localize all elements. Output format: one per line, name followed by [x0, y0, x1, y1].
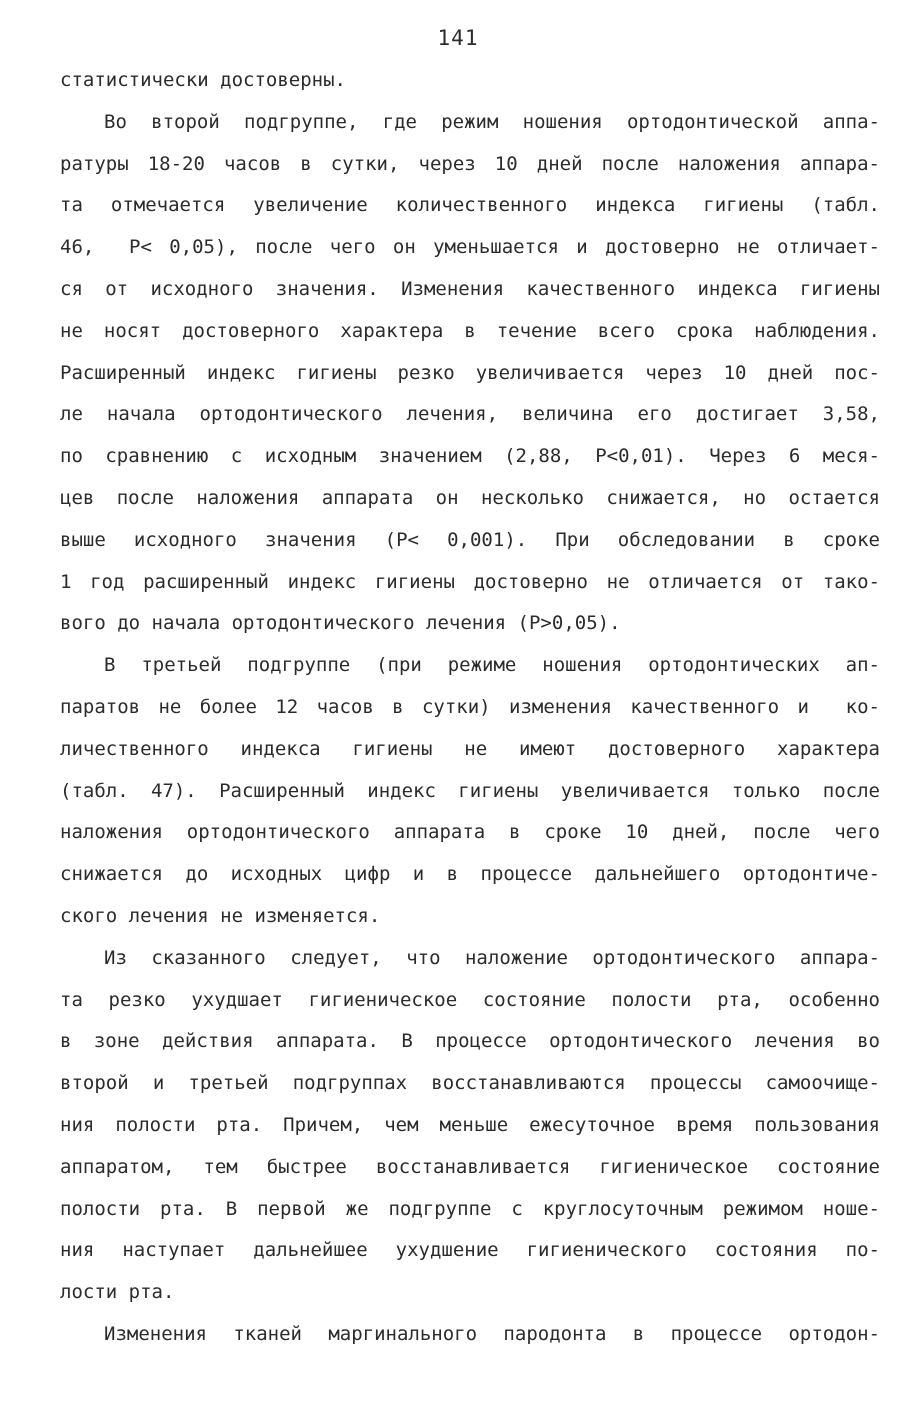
text-line: Расширенный индекс гигиены резко увеличивается через 10 дней пос- [60, 361, 880, 384]
text-line: вого до начала ортодонтического лечения (P>0,05). [60, 612, 621, 635]
body-text [60, 60, 880, 1356]
paragraph [60, 60, 880, 102]
text-line: Из сказанного следует, что наложение ортодонтического аппара- [104, 946, 880, 969]
text-line: снижается до исходных цифр и в процессе дальнейшего ортодонтиче- [60, 863, 880, 886]
text-line: лости рта. [60, 1281, 175, 1304]
text-line: В третьей подгруппе (при режиме ношения ортодонтических ап- [104, 654, 880, 677]
text-line: ния наступает дальнейшее ухудшение гигиенического состояния по- [60, 1239, 880, 1262]
paragraph [60, 645, 880, 938]
text-line: наложения ортодонтического аппарата в сроке 10 дней, после чего [60, 821, 880, 844]
text-line: личественного индекса гигиены не имеют достоверного характера [60, 737, 880, 760]
text-line: аппаратом, тем быстрее восстанавливается гигиеническое состояние [60, 1155, 880, 1178]
text-line: Изменения тканей маргинального пародонта в процессе ортодон- [104, 1322, 880, 1345]
text-line: 46, P< 0,05), после чего он уменьшается и достоверно не отличает- [60, 236, 880, 259]
text-line: та резко ухудшает гигиеническое состояние полости рта, особенно [60, 988, 880, 1011]
text-line: паратов не более 12 часов в сутки) изменения качественного и ко- [60, 695, 880, 718]
text-line: ния полости рта. Причем, чем меньше ежесуточное время пользования [60, 1113, 880, 1136]
text-line: ратуры 18-20 часов в сутки, через 10 дней после наложения аппара- [60, 152, 880, 175]
text-line: ся от исходного значения. Изменения качественного индекса гигиены [60, 277, 880, 300]
text-line: статистически достоверны. [60, 69, 346, 91]
text-line: выше исходного значения (P< 0,001). При обследовании в сроке [60, 528, 880, 551]
text-line: 1 год расширенный индекс гигиены достоверно не отличается от тако- [60, 570, 880, 593]
paragraph [60, 938, 880, 1314]
text-line: не носят достоверного характера в течение всего срока наблюдения. [60, 319, 880, 342]
text-line: второй и третьей подгруппах восстанавливаются процессы самоочище- [60, 1072, 880, 1095]
text-line: полости рта. В первой же подгруппе с круглосуточным режимом ноше- [60, 1197, 880, 1220]
text-line: Во второй подгруппе, где режим ношения ортодонтической аппа- [104, 110, 880, 133]
paragraph [60, 102, 880, 645]
text-line: ского лечения не изменяется. [60, 904, 381, 927]
text-line: (табл. 47). Расширенный индекс гигиены увеличивается только после [60, 779, 880, 802]
text-line: цев после наложения аппарата он несколько снижается, но остается [60, 486, 880, 509]
text-line: ле начала ортодонтического лечения, величина его достигает 3,58, [60, 403, 880, 426]
text-line: по сравнению с исходным значением (2,88, P<0,01). Через 6 меся- [60, 445, 880, 468]
page-number: 141 [437, 26, 479, 50]
text-line: та отмечается увеличение количественного индекса гигиены (табл. [60, 194, 880, 217]
paragraph [60, 1314, 880, 1356]
text-line: в зоне действия аппарата. В процессе ортодонтического лечения во [60, 1030, 880, 1053]
